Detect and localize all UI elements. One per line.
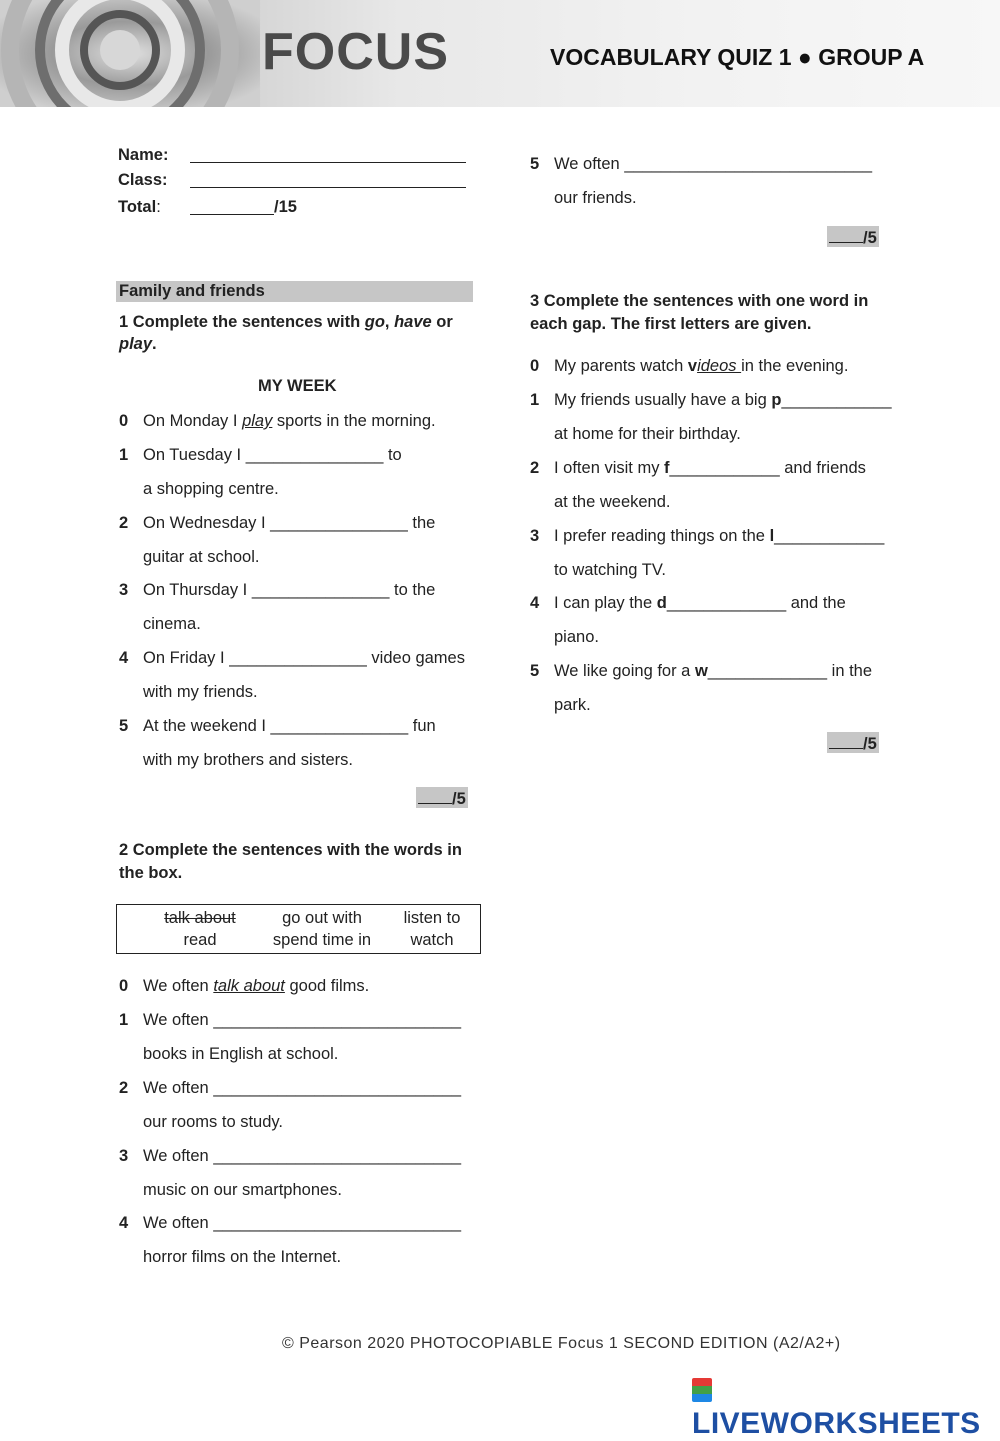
ex2-item-3[interactable]: We often ___________________________ bbox=[143, 1147, 462, 1165]
ex2-item-1-cont: books in English at school. bbox=[143, 1045, 339, 1063]
ex3-item-num: 3 bbox=[530, 527, 540, 545]
total-label: Total bbox=[118, 198, 157, 216]
class-label: Class: bbox=[118, 171, 168, 189]
ex1-item-1-cont: a shopping centre. bbox=[143, 480, 279, 498]
ex3-item-num: 5 bbox=[530, 662, 540, 680]
focus-swirl-graphic bbox=[0, 0, 260, 107]
ex2-item-num: 4 bbox=[119, 1214, 129, 1232]
ex3-item-num: 0 bbox=[530, 357, 540, 375]
ex2-item-num: 0 bbox=[119, 977, 129, 995]
ex2-item-4[interactable]: We often ___________________________ bbox=[143, 1214, 462, 1232]
ex3-item-4-cont: piano. bbox=[554, 628, 599, 646]
ex2-item-4-cont: horror films on the Internet. bbox=[143, 1248, 342, 1266]
liveworksheets-brand: LIVEWORKSHEETS bbox=[692, 1373, 1000, 1441]
ex2-score[interactable]: /5 bbox=[827, 226, 879, 247]
ex1-subtitle: MY WEEK bbox=[258, 377, 337, 395]
ex1-item-5-cont: with my brothers and sisters. bbox=[143, 751, 353, 769]
ex2-instruction: 2 Complete the sentences with the words in the box. bbox=[119, 841, 462, 882]
ex2-item-1[interactable]: We often ___________________________ bbox=[143, 1011, 462, 1029]
ex2-item-5-cont: our friends. bbox=[554, 189, 637, 207]
ex1-item-1[interactable]: On Tuesday I _______________ to bbox=[143, 446, 402, 464]
ex3-item-num: 4 bbox=[530, 594, 540, 612]
ex1-item-2[interactable]: On Wednesday I _______________ the bbox=[143, 514, 436, 532]
ex3-item-1[interactable]: My friends usually have a big p____________ bbox=[554, 391, 892, 409]
ex3-item-num: 2 bbox=[530, 459, 540, 477]
total-field[interactable] bbox=[190, 214, 274, 215]
ex2-item-num: 2 bbox=[119, 1079, 129, 1097]
ex1-example-answer: play bbox=[242, 412, 273, 430]
ex3-item-3[interactable]: I prefer reading things on the l____________ bbox=[554, 527, 885, 545]
word-box-item: spend time in bbox=[272, 931, 372, 949]
ex3-item-num: 1 bbox=[530, 391, 540, 409]
ex2-item-2[interactable]: We often ___________________________ bbox=[143, 1079, 462, 1097]
ex3-item-4[interactable]: I can play the d_____________ and the bbox=[554, 594, 846, 612]
ex2-item-5[interactable]: We often ___________________________ bbox=[554, 155, 873, 173]
ex3-item-1-cont: at home for their birthday. bbox=[554, 425, 741, 443]
class-field[interactable] bbox=[190, 187, 466, 188]
ex2-item-num: 1 bbox=[119, 1011, 129, 1029]
page-header bbox=[0, 0, 1000, 107]
ex1-item-4[interactable]: On Friday I _______________ video games bbox=[143, 649, 465, 667]
ex1-item-3[interactable]: On Thursday I _______________ to the bbox=[143, 581, 436, 599]
ex3-item-5-cont: park. bbox=[554, 696, 591, 714]
ex1-item-num: 1 bbox=[119, 446, 129, 464]
ex1-item-num: 2 bbox=[119, 514, 129, 532]
ex1-item-num: 5 bbox=[119, 717, 129, 735]
ex1-example: On Monday I play sports in the morning. bbox=[143, 412, 436, 430]
ex3-example: My parents watch videos in the evening. bbox=[554, 357, 849, 375]
total-label-group bbox=[118, 198, 161, 217]
ex3-item-5[interactable]: We like going for a w_____________ in the bbox=[554, 662, 873, 680]
ex1-item-5[interactable]: At the weekend I _______________ fun bbox=[143, 717, 436, 735]
ex2-example: We often talk about good films. bbox=[143, 977, 370, 995]
ex3-item-2[interactable]: I often visit my f____________ and friends bbox=[554, 459, 866, 477]
ex2-item-num: 5 bbox=[530, 155, 540, 173]
quiz-title: VOCABULARY QUIZ 1 ● GROUP A bbox=[550, 44, 925, 70]
word-box-item: read bbox=[183, 931, 217, 949]
ex1-item-num: 4 bbox=[119, 649, 129, 667]
total-colon: : bbox=[156, 198, 161, 216]
section-title: Family and friends bbox=[119, 282, 265, 300]
name-label: Name: bbox=[118, 146, 169, 164]
word-box-item: go out with bbox=[282, 909, 362, 927]
ex2-item-2-cont: our rooms to study. bbox=[143, 1113, 284, 1131]
word-box bbox=[116, 904, 481, 954]
copyright-footer: © Pearson 2020 PHOTOCOPIABLE Focus 1 SECOND EDITION (A2/A2+) bbox=[282, 1335, 841, 1352]
ex2-example-answer: talk about bbox=[213, 977, 285, 995]
ex1-item-2-cont: guitar at school. bbox=[143, 548, 260, 566]
name-field[interactable] bbox=[190, 162, 466, 163]
ex1-score[interactable]: /5 bbox=[416, 787, 468, 808]
ex1-item-4-cont: with my friends. bbox=[143, 683, 258, 701]
ex2-item-3-cont: music on our smartphones. bbox=[143, 1181, 343, 1199]
liveworksheets-icon bbox=[692, 1378, 712, 1402]
ex1-item-num: 3 bbox=[119, 581, 129, 599]
ex3-example-answer: ideos bbox=[697, 357, 742, 375]
total-max: /15 bbox=[274, 198, 297, 216]
word-box-item: listen to bbox=[403, 909, 461, 927]
ex3-score[interactable]: /5 bbox=[827, 732, 879, 753]
ex1-item-num: 0 bbox=[119, 412, 129, 430]
ex1-instruction: 1 Complete the sentences with go, have or play. bbox=[119, 313, 453, 353]
ex3-item-2-cont: at the weekend. bbox=[554, 493, 671, 511]
ex2-item-num: 3 bbox=[119, 1147, 129, 1165]
focus-logo: FOCUS bbox=[262, 23, 449, 81]
ex3-instruction: 3 Complete the sentences with one word in each gap. The first letters are given. bbox=[530, 292, 869, 333]
ex1-item-3-cont: cinema. bbox=[143, 615, 201, 633]
word-box-item: talk about bbox=[164, 909, 236, 927]
section-bar bbox=[116, 281, 473, 302]
word-box-item: watch bbox=[410, 931, 454, 949]
ex3-item-3-cont: to watching TV. bbox=[554, 561, 666, 579]
